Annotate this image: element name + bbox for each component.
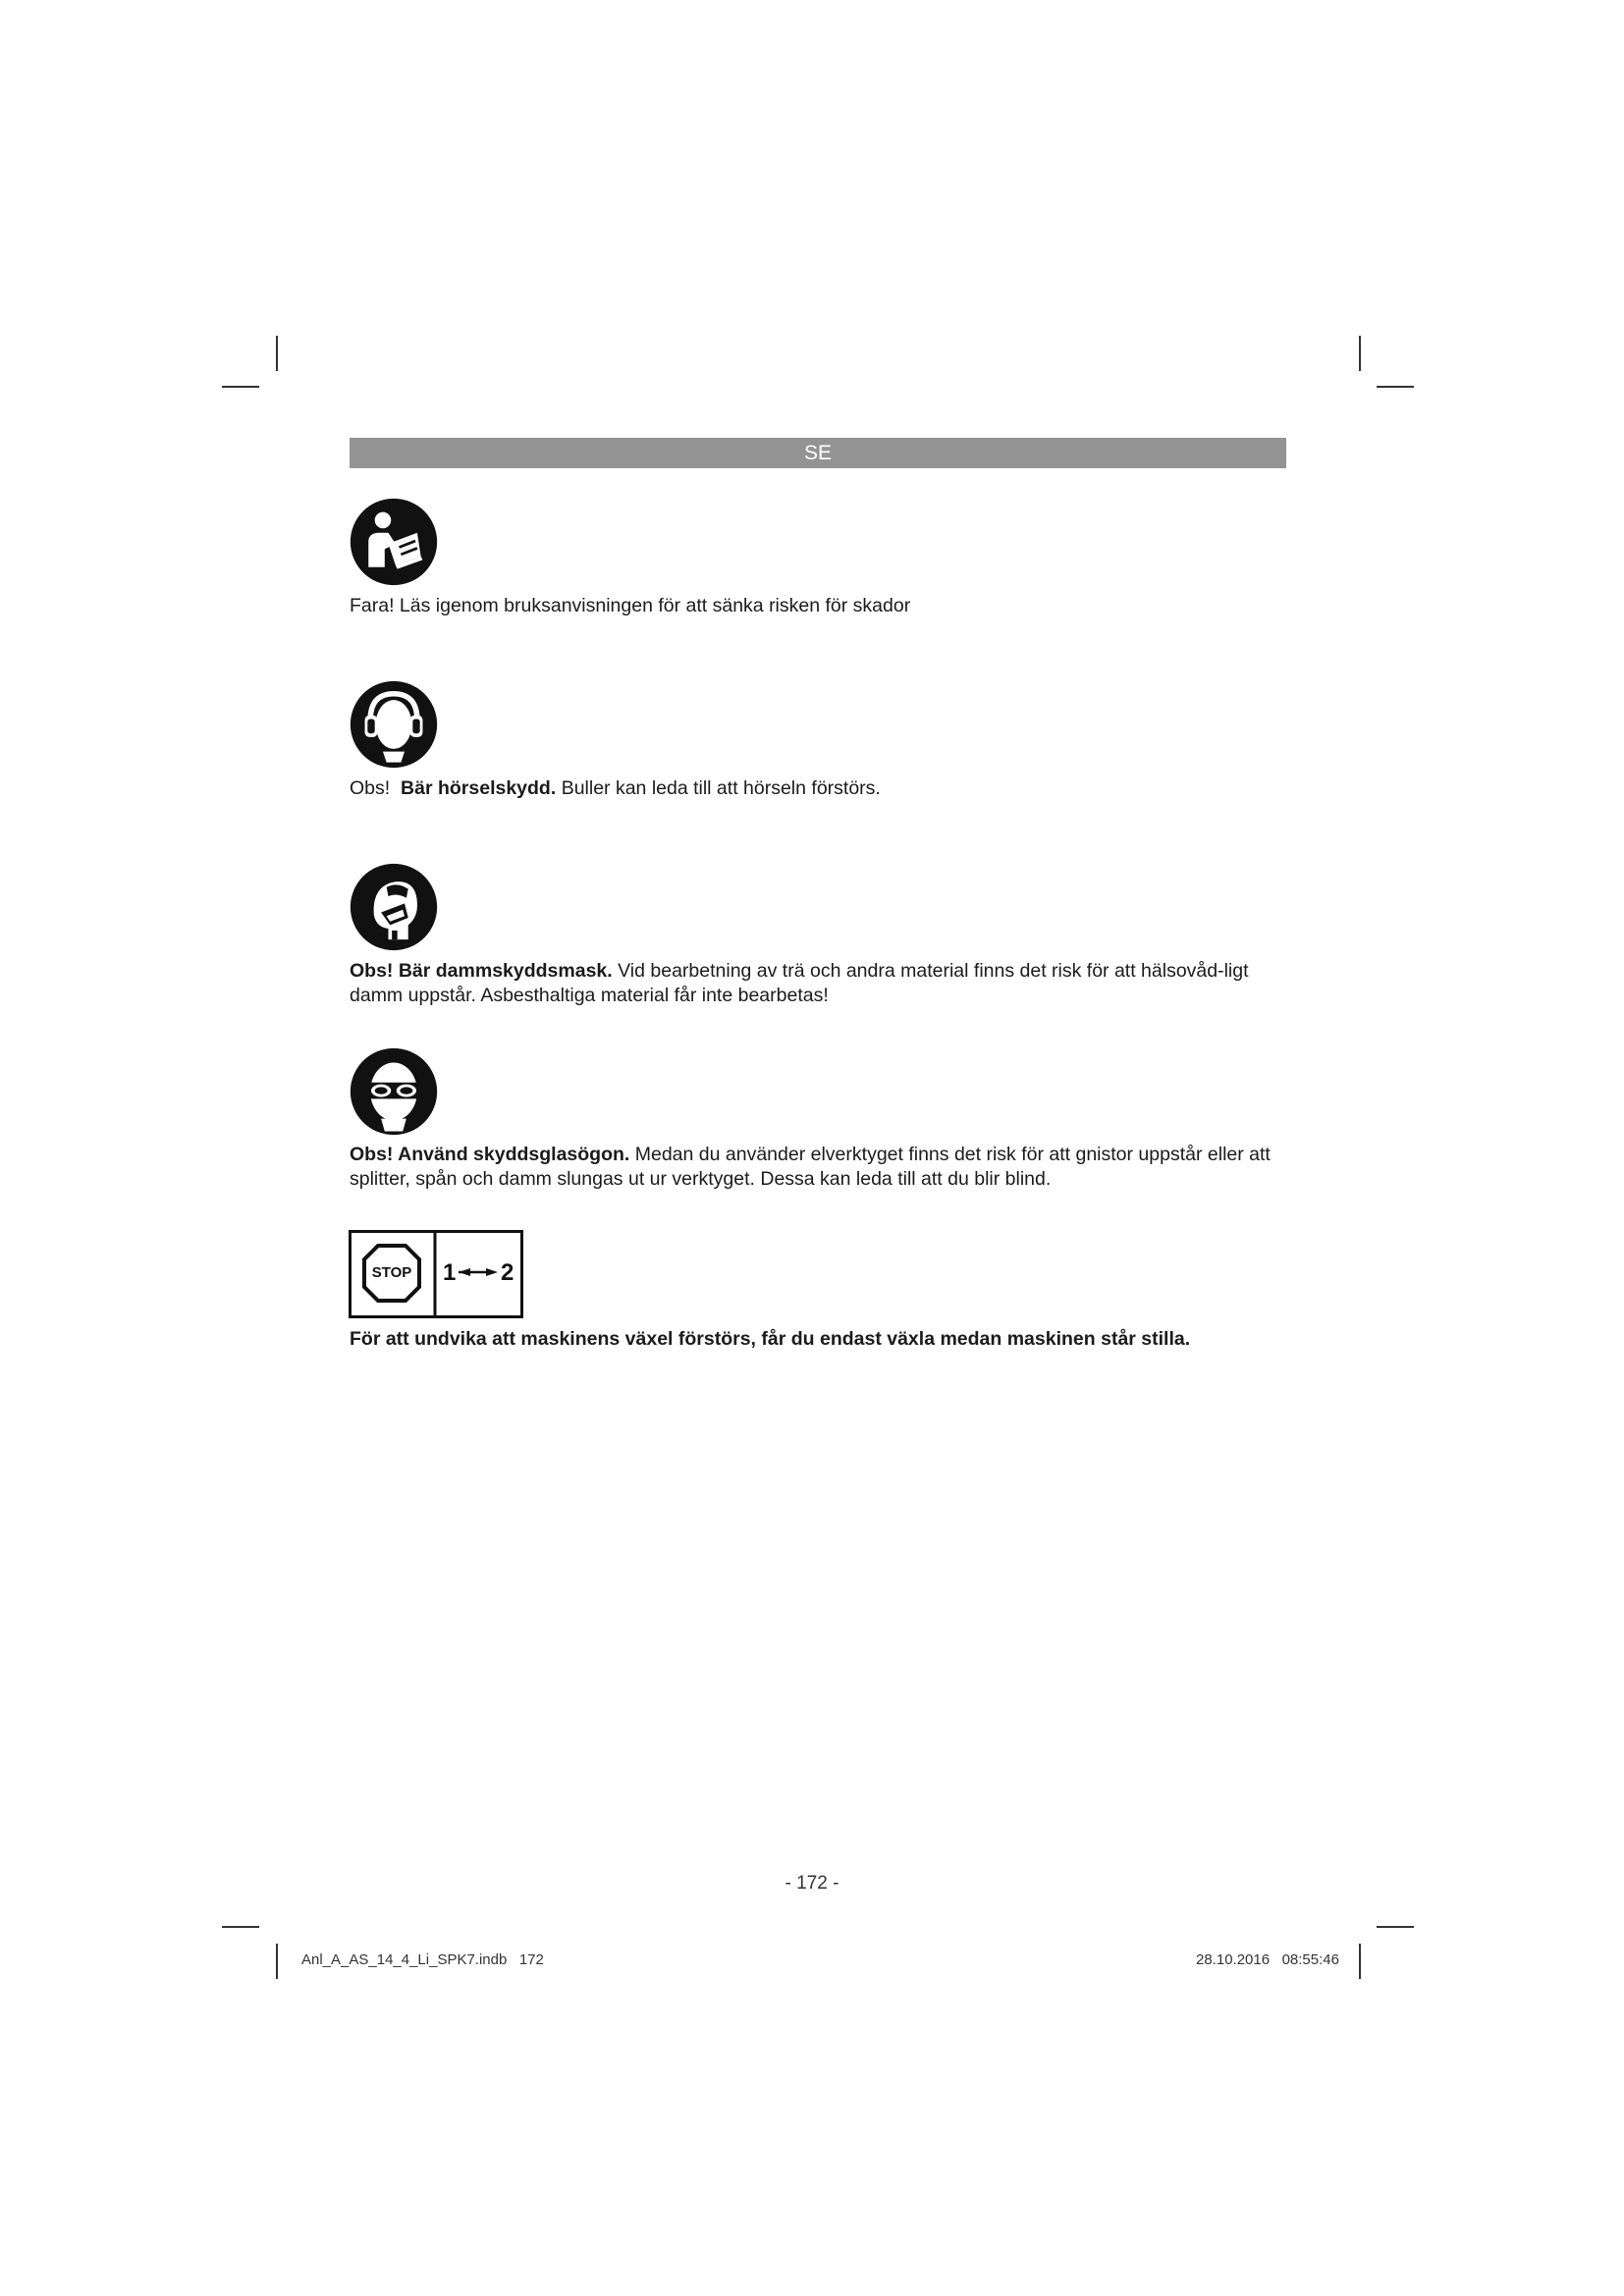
section-stop-text (350, 1327, 1292, 1352)
crop-mark-top-left-vertical (276, 336, 278, 371)
stop-gear-change-icon (349, 1230, 523, 1318)
section-ear-protection-body: Buller kan leda till att hörseln förstörs. (561, 777, 881, 799)
section-dust-mask-lead: Obs! Bär dammskyddsmask. (350, 960, 613, 982)
crop-mark-top-right-vertical (1359, 336, 1361, 371)
crop-mark-top-right-horizontal (1377, 386, 1414, 388)
page-number: - 172 - (785, 1873, 839, 1894)
dust-mask-icon (349, 862, 439, 952)
section-read-manual-body: Fara! Läs igenom bruksanvisningen för att sänka risken för skador (350, 595, 911, 616)
gear-from-label: 1 (443, 1259, 457, 1286)
section-read-manual-text (350, 594, 1292, 618)
ear-protection-icon (349, 679, 439, 770)
crop-mark-bottom-right-horizontal (1377, 1926, 1414, 1928)
section-dust-mask-body: Vid bearbetning av trä och andra material finns det risk för att hälsovåd-ligt damm uppstår. Asbesthaltiga material får inte bearbetas! (350, 960, 1249, 1006)
crop-mark-bottom-right-vertical (1359, 1944, 1361, 1979)
section-goggles-text (350, 1143, 1292, 1192)
gear-to-label: 2 (501, 1259, 514, 1286)
section-goggles-lead: Obs! Använd skyddsglasögon. (350, 1144, 630, 1165)
section-dust-mask-text (350, 959, 1292, 1008)
crop-mark-bottom-left-horizontal (222, 1926, 259, 1928)
read-manual-icon (349, 497, 439, 587)
footer-filename: Anl_A_AS_14_4_Li_SPK7.indb 172 (301, 1951, 544, 1968)
crop-mark-bottom-left-vertical (276, 1944, 278, 1979)
language-header-bar: SE (350, 438, 1286, 468)
safety-goggles-icon (349, 1046, 439, 1137)
section-ear-protection-lead: Bär hörselskydd. (401, 777, 557, 799)
section-ear-protection-text (350, 776, 1292, 801)
section-goggles-body: Medan du använder elverktyget finns det risk för att gnistor uppstår eller att splitter, spån och damm slungas ut ur verktyget. Dessa kan leda till att du blir blind. (350, 1144, 1271, 1190)
section-ear-protection-prefix: Obs! (350, 777, 391, 799)
stop-label: STOP (371, 1264, 412, 1281)
section-stop-lead: För att undvika att maskinens växel förstörs, får du endast växla medan maskinen står stilla. (350, 1328, 1191, 1350)
crop-mark-top-left-horizontal (222, 386, 259, 388)
footer-datetime: 28.10.2016 08:55:46 (1196, 1951, 1339, 1968)
